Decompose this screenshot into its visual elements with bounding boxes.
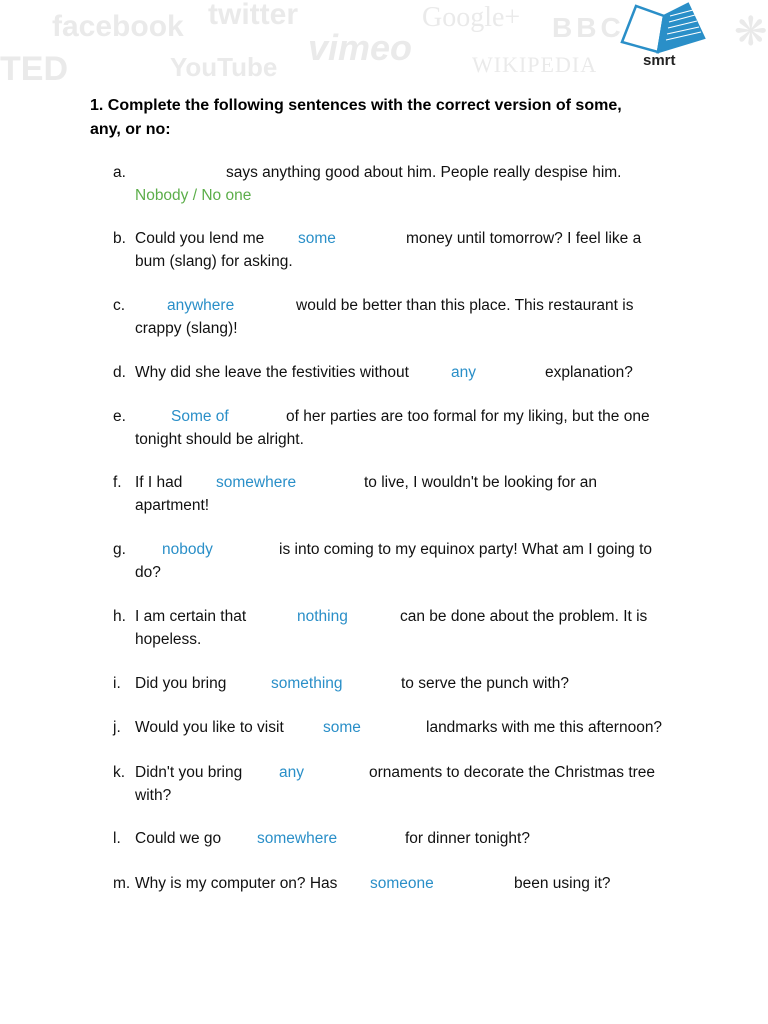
watermark-wikipedia: WIKIPEDIA [472,52,598,77]
item-answer: some [323,719,361,736]
item-answer: somewhere [257,830,338,847]
item-text-after: is into coming to my equinox party! What am I going to [279,541,653,558]
item-answer: somewhere [216,474,297,491]
item-text-after: been using it? [514,875,611,892]
item-letter: l. [113,830,121,847]
item-letter: g. [113,541,126,558]
item-letter: a. [113,164,126,181]
watermark-cbc: ❋ [734,10,768,54]
watermark-youtube: YouTube [170,52,278,80]
item-text-after: can be done about the problem. It is [400,608,648,625]
item-text-after: would be better than this place. This restaurant is [296,297,634,314]
watermark-vimeo: vimeo [308,27,413,68]
item-text-after: ornaments to decorate the Christmas tree [369,764,656,781]
item-text-before: Didn't you bring [135,764,243,781]
item-letter: c. [113,297,126,314]
item-answer: someone [370,875,434,892]
item-text-continued: hopeless. [135,630,202,648]
item-answer: something [271,675,343,692]
item-text-after: for dinner tonight? [405,830,530,847]
item-letter: f. [113,474,122,491]
item-text-before: Why is my computer on? Has [135,875,338,892]
item-letter: m. [113,875,131,892]
item-text-after: landmarks with me this afternoon? [426,719,663,736]
exercise-instruction: 1. Complete the following sentences with the correct version of some, any, or no: [90,97,622,138]
item-answer: nothing [297,608,348,625]
item-text-after: of her parties are too formal for my liking, but the one [286,408,650,425]
item-text-before: Why did she leave the festivities without [135,364,409,381]
item-letter: j. [113,719,121,736]
item-answer: some [298,230,336,247]
item-letter: b. [113,230,126,247]
watermark-twitter: twitter [208,0,298,31]
item-text-continued: apartment! [135,496,210,514]
item-answer: Some of [171,408,229,425]
item-letter: d. [113,364,126,381]
item-text-before: Could we go [135,830,222,847]
item-text-continued: bum (slang) for asking. [135,252,293,270]
item-text-before: Did you bring [135,675,227,692]
item-text-before: If I had [135,474,183,491]
item-text-after: says anything good about him. People really despise him. [226,164,622,181]
item-answer: any [451,364,476,381]
item-text-after: to serve the punch with? [401,675,570,692]
item-text-continued: with? [135,786,172,804]
watermark-facebook: facebook [52,10,184,43]
item-answer: nobody [162,541,213,558]
item-answer: any [279,764,304,781]
item-text-continued: do? [135,563,161,581]
item-letter: i. [113,675,121,692]
item-text-continued: crappy (slang)! [135,319,238,337]
item-text-before: Could you lend me [135,230,265,247]
item-text-before: I am certain that [135,608,247,625]
item-text-continued: tonight should be alright. [135,430,304,448]
logo-text: smrt [643,52,676,69]
watermark-google: Google+ [422,2,521,33]
item-text-after: explanation? [545,364,633,381]
item-letter: k. [113,764,126,781]
item-text-before: Would you like to visit [135,719,284,736]
item-answer: anywhere [167,297,235,314]
item-answer: Nobody / No one [135,186,252,204]
watermark-ted: TED [0,50,68,80]
item-letter: h. [113,608,126,625]
item-letter: e. [113,408,126,425]
item-text-after: money until tomorrow? I feel like a [406,230,642,247]
watermark-bbc: BBC [552,12,625,43]
item-text-after: to live, I wouldn't be looking for an [364,474,598,491]
